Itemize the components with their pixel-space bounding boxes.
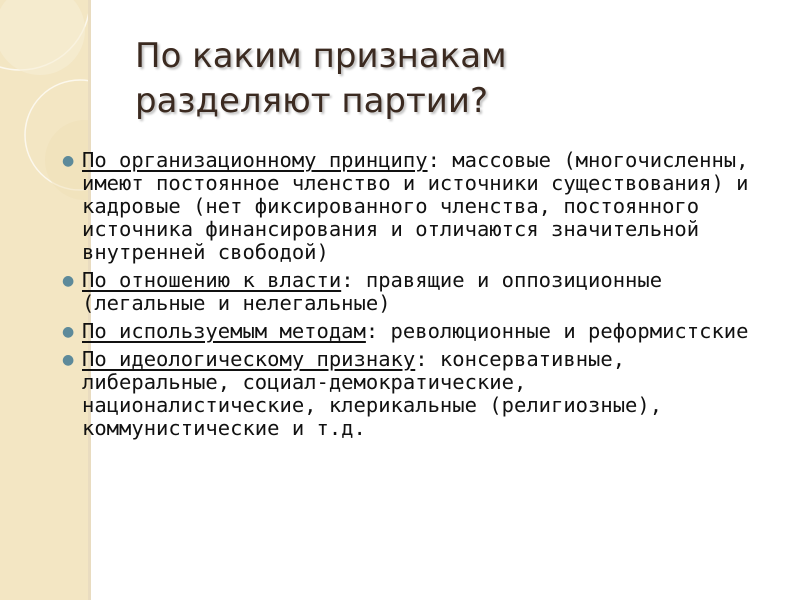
title-line-1: По каким признакам xyxy=(135,36,507,76)
list-item xyxy=(62,269,762,315)
criterion-label: По идеологическому признаку xyxy=(82,347,416,371)
bullet-icon: ● xyxy=(62,273,75,289)
criterion-description: : консервативные, либеральные, социал-демократические, националистические, клерикальные (религиозные), коммунистические и т.д. xyxy=(82,347,663,440)
criterion-label: По отношению к власти xyxy=(82,268,342,292)
list-item xyxy=(62,320,762,343)
criterion-description: : массовые (многочисленны, имеют постоянное членство и источники существования) и кадровые (нет фиксированного членства, постоянного источника финансирования и отличаются значительной внутренней свободой) xyxy=(82,148,749,264)
slide-title xyxy=(135,34,755,124)
list-item xyxy=(62,348,762,440)
criteria-list xyxy=(62,149,762,445)
list-item xyxy=(62,149,762,264)
criterion-description: : правящие и оппозиционные (легальные и нелегальные) xyxy=(82,268,663,315)
title-line-2: разделяют партии? xyxy=(135,81,489,121)
bullet-icon: ● xyxy=(62,324,75,340)
bullet-icon: ● xyxy=(62,153,75,169)
criterion-label: По организационному принципу xyxy=(82,148,428,172)
criterion-label: По используемым методам xyxy=(82,319,366,343)
criterion-description: : революционные и реформистские xyxy=(365,319,749,343)
bullet-icon: ● xyxy=(62,352,75,368)
